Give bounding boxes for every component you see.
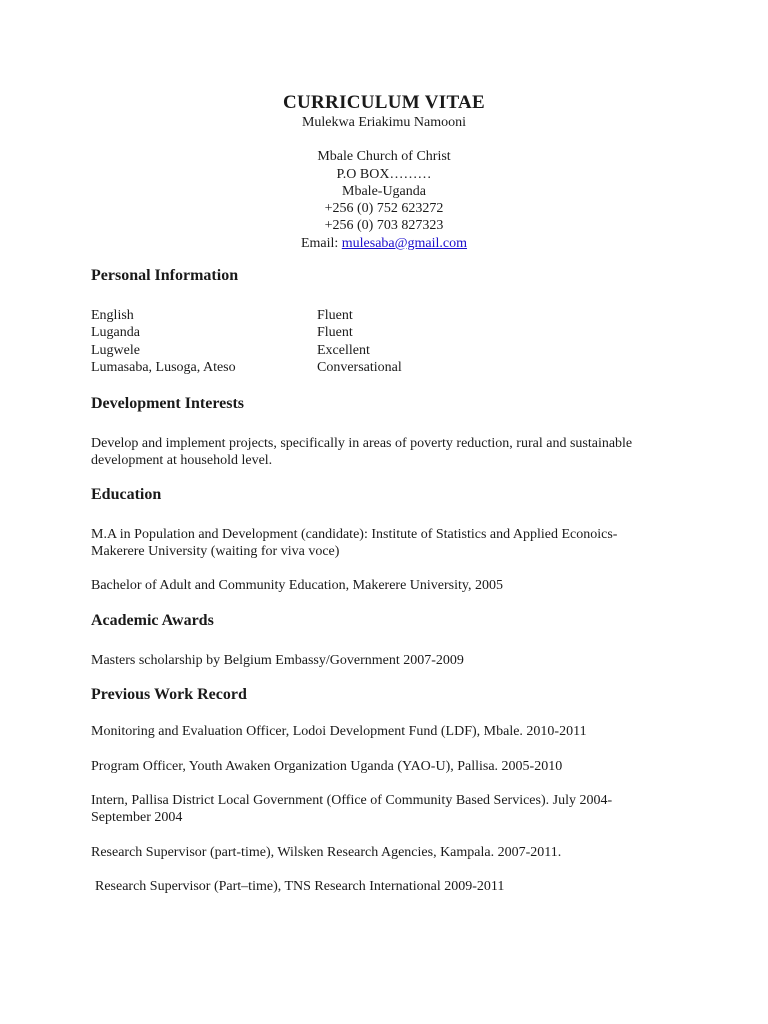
award-item: Masters scholarship by Belgium Embassy/Government 2007-2009 bbox=[91, 653, 464, 668]
phone-2: +256 (0) 703 827323 bbox=[324, 218, 444, 234]
language-row bbox=[91, 342, 691, 359]
development-interests-text-block bbox=[91, 435, 681, 470]
work-item: Research Supervisor (part-time), Wilsken Research Agencies, Kampala. 2007-2011. bbox=[91, 845, 562, 860]
work-record-heading: Previous Work Record bbox=[91, 686, 247, 703]
work-item: Program Officer, Youth Awaken Organization Uganda (YAO-U), Pallisa. 2005-2010 bbox=[91, 759, 563, 774]
academic-awards-heading: Academic Awards bbox=[91, 612, 214, 629]
cv-header bbox=[0, 92, 768, 252]
education-heading: Education bbox=[91, 486, 162, 503]
language-level: Fluent bbox=[317, 308, 353, 323]
section-education bbox=[91, 485, 691, 505]
email-label: Email: bbox=[300, 235, 342, 251]
language-name: Lumasaba, Lusoga, Ateso bbox=[91, 359, 236, 375]
languages-list bbox=[91, 307, 691, 376]
email-link[interactable]: mulesaba@gmail.com bbox=[341, 235, 468, 251]
section-academic-awards bbox=[91, 611, 691, 631]
email-line bbox=[0, 235, 768, 252]
applicant-name: Mulekwa Eriakimu Namooni bbox=[301, 115, 467, 130]
language-level: Conversational bbox=[317, 359, 402, 375]
work-item: Research Supervisor (Part–time), TNS Research International 2009-2011 bbox=[95, 879, 505, 894]
phone-1: +256 (0) 752 623272 bbox=[324, 201, 444, 217]
section-personal-information bbox=[91, 266, 691, 286]
work-item: Intern, Pallisa District Local Government (Office of Community Based Services). July 2004-September 2004 bbox=[91, 793, 613, 826]
language-row bbox=[91, 307, 691, 324]
language-name: Lugwele bbox=[91, 342, 140, 358]
personal-information-heading: Personal Information bbox=[91, 267, 239, 284]
document-title: CURRICULUM VITAE bbox=[282, 92, 486, 113]
language-row bbox=[91, 324, 691, 341]
education-item: M.A in Population and Development (candidate): Institute of Statistics and Applied Econoics-Makerere University (waiting for viva voce) bbox=[91, 527, 618, 560]
language-level: Excellent bbox=[317, 342, 370, 358]
section-work-record bbox=[91, 685, 691, 705]
address-line-3: Mbale-Uganda bbox=[342, 183, 426, 199]
address-line-1: Mbale Church of Christ bbox=[317, 149, 451, 165]
language-name: Luganda bbox=[91, 325, 140, 341]
language-row bbox=[91, 359, 691, 376]
education-item: Bachelor of Adult and Community Education, Makerere University, 2005 bbox=[91, 578, 504, 593]
work-item: Monitoring and Evaluation Officer, Lodoi Development Fund (LDF), Mbale. 2010-2011 bbox=[91, 724, 587, 739]
section-development-interests bbox=[91, 394, 691, 414]
development-interests-heading: Development Interests bbox=[91, 395, 245, 412]
development-interests-text: Develop and implement projects, specifically in areas of poverty reduction, rural and sustainable development at household level. bbox=[91, 436, 633, 469]
language-level: Fluent bbox=[317, 325, 353, 341]
language-name: English bbox=[91, 308, 134, 323]
address-line-2: P.O BOX……… bbox=[336, 166, 432, 182]
